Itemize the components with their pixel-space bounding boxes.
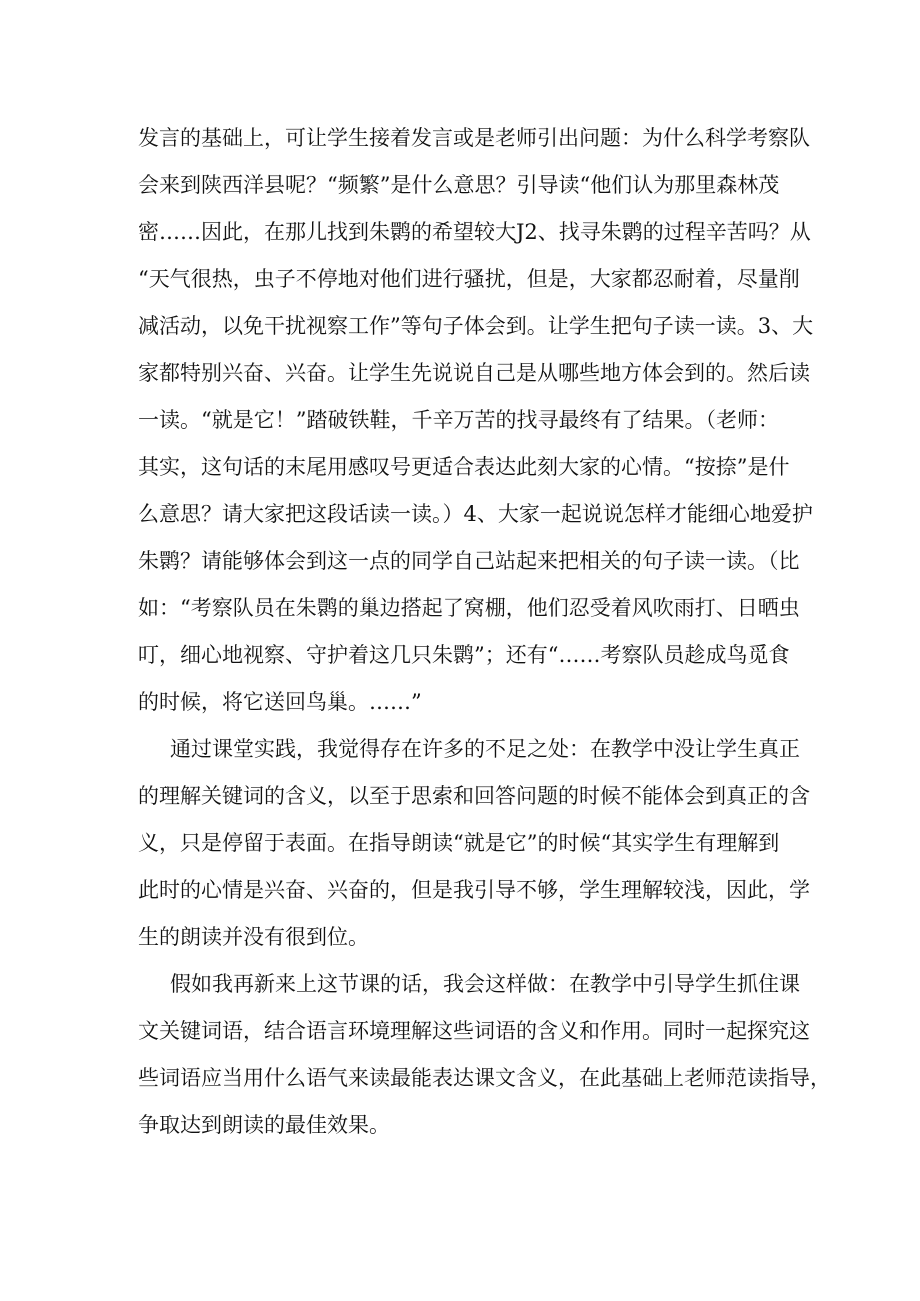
paragraph-2 bbox=[138, 726, 810, 961]
text-line: 些词语应当用什么语气来读最能表达课文含义，在此基础上老师范读指导， bbox=[138, 1066, 831, 1090]
paragraph-3 bbox=[138, 961, 831, 1149]
text-line: 其实，这句话的末尾用感叹号更适合表达此刻大家的心情。“按捺”是什 bbox=[138, 455, 790, 479]
text-line: 如：“考察队员在朱鹮的巢边搭起了窝棚，他们忍受着风吹雨打、日晒虫 bbox=[138, 596, 800, 620]
text-line: 朱鹮？请能够体会到这一点的同学自己站起来把相关的句子读一读。（比 bbox=[138, 549, 800, 573]
text-line: 会来到陕西洋县呢？“频繁”是什么意思？引导读“他们认为那里森林茂 bbox=[138, 173, 780, 197]
text-line: 减活动，以免干扰视察工作”等句子体会到。让学生把句子读一读。3、大 bbox=[138, 314, 814, 338]
text-line: 的时候，将它送回鸟巢。……” bbox=[138, 690, 422, 714]
text-line: 叮，细心地视察、守护着这几只朱鹮”；还有“……考察队员趁成鸟觅食 bbox=[138, 643, 790, 667]
text-line: 么意思？请大家把这段话读一读。）4、大家一起说说怎样才能细心地爱护 bbox=[138, 502, 813, 526]
text-line: 义，只是停留于表面。在指导朗读“就是它”的时候“其实学生有理解到 bbox=[138, 831, 780, 855]
text-line: 一读。“就是它！”踏破铁鞋，千辛万苦的找寻最终有了结果。（老师： bbox=[138, 408, 779, 432]
paragraph-1 bbox=[138, 115, 814, 726]
text-line: 的理解关键词的含义，以至于思索和回答问题的时候不能体会到真正的含 bbox=[138, 784, 810, 808]
text-line: 发言的基础上，可让学生接着发言或是老师引出问题：为什么科学考察队 bbox=[138, 126, 810, 150]
text-line: “天气很热，虫子不停地对他们进行骚扰，但是，大家都忍耐着，尽量削 bbox=[138, 267, 800, 291]
text-line: 争取达到朗读的最佳效果。 bbox=[138, 1113, 390, 1137]
document-body bbox=[138, 115, 831, 1149]
text-line: 通过课堂实践，我觉得存在许多的不足之处：在教学中没让学生真正 bbox=[170, 737, 800, 761]
text-line: 文关键词语，结合语言环境理解这些词语的含义和作用。同时一起探究这 bbox=[138, 1019, 810, 1043]
text-line: 密……因此，在那儿找到朱鹮的希望较大J2、找寻朱鹮的过程辛苦吗？从 bbox=[138, 220, 811, 244]
text-line: 生的朗读并没有很到位。 bbox=[138, 925, 369, 949]
text-line: 家都特别兴奋、兴奋。让学生先说说自己是从哪些地方体会到的。然后读 bbox=[138, 361, 810, 385]
text-line: 假如我再新来上这节课的话，我会这样做：在教学中引导学生抓住课 bbox=[170, 972, 800, 996]
text-line: 此时的心情是兴奋、兴奋的，但是我引导不够，学生理解较浅，因此，学 bbox=[138, 878, 810, 902]
